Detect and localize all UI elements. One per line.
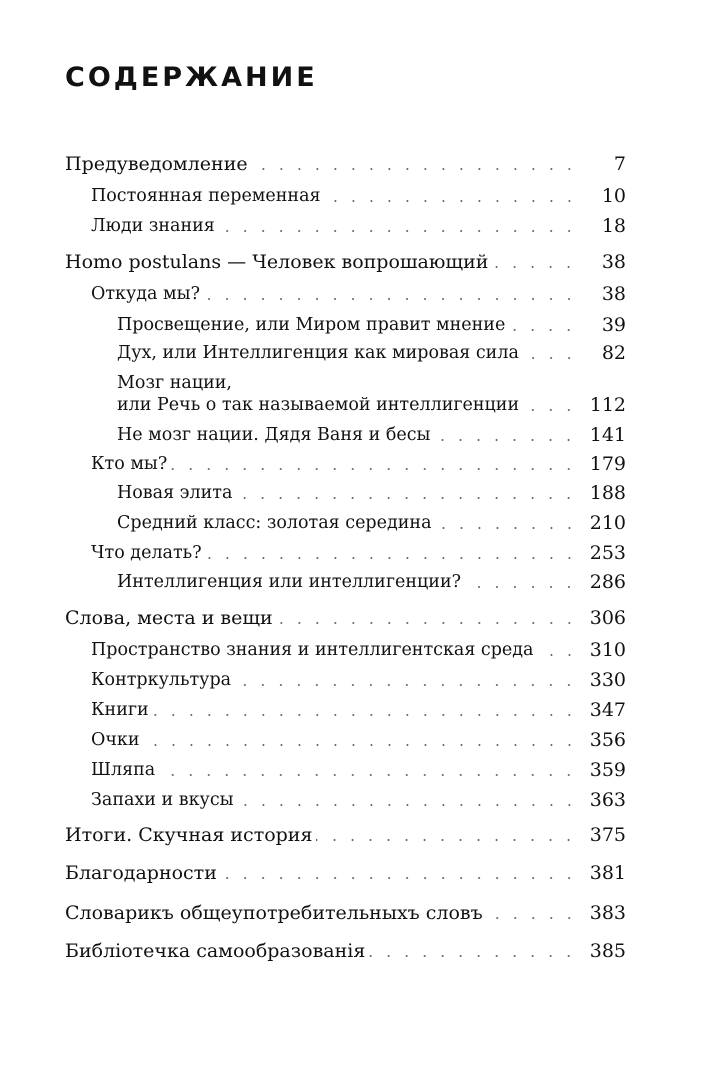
toc-entry-title: Итоги. Скучная история <box>65 824 313 846</box>
toc-entry-page: 38 <box>601 251 626 273</box>
toc-entry <box>91 185 626 207</box>
toc-entry-title: Постоянная переменная <box>91 186 321 206</box>
toc-entry <box>65 824 626 846</box>
dot-leader <box>538 654 579 656</box>
dot-leader <box>219 230 578 232</box>
toc-entry <box>65 153 626 175</box>
toc-entry-page: 112 <box>589 394 626 416</box>
toc-entry-page: 286 <box>589 571 626 593</box>
toc-entry-page: 306 <box>589 607 626 629</box>
toc-entry-title: Кто мы? <box>91 454 168 474</box>
toc-entry <box>91 699 626 721</box>
toc-entry-page: 356 <box>589 729 626 751</box>
toc-entry-page: 82 <box>601 342 626 364</box>
toc-entry <box>91 729 626 751</box>
toc-entry-title: Что делать? <box>91 543 202 563</box>
toc-entry-page: 179 <box>589 453 626 475</box>
toc-entry <box>117 372 626 416</box>
dot-leader <box>465 586 578 588</box>
dot-leader <box>159 774 578 776</box>
dot-leader <box>523 409 578 411</box>
dot-leader <box>238 804 578 806</box>
dot-leader <box>153 714 578 716</box>
toc-entry-title: Очки <box>91 730 140 750</box>
toc-entry <box>65 862 626 884</box>
toc-entry-title: Шляпа <box>91 760 156 780</box>
toc-entry-title: Запахи и вкусы <box>91 790 234 810</box>
toc-entry <box>65 607 626 629</box>
toc-entry-page: 385 <box>589 940 626 962</box>
dot-leader <box>369 955 578 957</box>
toc-entry-page: 253 <box>589 542 626 564</box>
toc-entry-title: Не мозг нации. Дядя Ваня и бесы <box>117 425 431 445</box>
dot-leader <box>206 557 578 559</box>
toc-entry-page: 38 <box>601 283 626 305</box>
toc-entry-page: 10 <box>601 185 626 207</box>
toc-entry <box>117 512 626 534</box>
toc-entry-page: 347 <box>589 699 626 721</box>
dot-leader <box>509 329 578 331</box>
toc-entry-title: Дух, или Интеллигенция как мировая сила <box>117 343 519 363</box>
toc-entry <box>91 639 626 661</box>
toc-entry-title: Библіотечка самообразованія <box>65 940 366 962</box>
dot-leader <box>523 357 578 359</box>
toc-entry-title: Средний класс: золотая середина <box>117 513 432 533</box>
toc-entry <box>117 424 626 446</box>
toc-entry <box>65 902 626 924</box>
toc-entry <box>117 482 626 504</box>
toc-entry-page: 381 <box>589 862 626 884</box>
toc-entry <box>65 940 626 962</box>
toc-entry-title: Интеллигенция или интеллигенции? <box>117 572 461 592</box>
toc-entry-page: 210 <box>589 512 626 534</box>
toc-entry-title: Homo postulans — Человек вопрошающий <box>65 251 489 273</box>
toc-entry-page: 7 <box>613 153 626 175</box>
toc-entry-title: Словарикъ общеупотребительныхъ словъ <box>65 902 483 924</box>
toc-entry <box>117 342 626 364</box>
toc-entry-title: Предуведомление <box>65 153 248 175</box>
toc-entry-page: 383 <box>589 902 626 924</box>
dot-leader <box>325 200 578 202</box>
toc-entry-title: Благодарности <box>65 862 217 884</box>
toc-entry-title: Мозг нации, или Речь о так называемой интеллигенции <box>117 373 520 415</box>
toc-entry-page: 363 <box>589 789 626 811</box>
toc-entry-title: Новая элита <box>117 483 233 503</box>
toc-entry-page: 141 <box>589 424 626 446</box>
toc-entry-title: Пространство знания и интеллигентская среда <box>91 640 534 660</box>
toc-entry-title: Контркультура <box>91 670 232 690</box>
page-title: СОДЕРЖАНИЕ <box>65 62 318 93</box>
toc-entry-page: 188 <box>589 482 626 504</box>
toc-entry <box>91 453 626 475</box>
dot-leader <box>171 468 578 470</box>
toc-entry-page: 18 <box>601 215 626 237</box>
toc-entry-title: Просвещение, или Миром правит мнение <box>117 315 506 335</box>
toc-entry-page: 310 <box>589 639 626 661</box>
toc-entry-title: Книги <box>91 700 149 720</box>
dot-leader <box>252 168 578 170</box>
toc-entry-title: Слова, места и вещи <box>65 607 273 629</box>
toc-entry <box>91 283 626 305</box>
dot-leader <box>204 298 578 300</box>
toc-entry <box>117 314 626 336</box>
dot-leader <box>236 497 578 499</box>
toc-entry <box>117 571 626 593</box>
dot-leader <box>277 622 578 624</box>
dot-leader <box>487 917 578 919</box>
toc-entry <box>91 669 626 691</box>
toc-entry <box>91 215 626 237</box>
toc-entry <box>91 759 626 781</box>
toc-entry-title: Откуда мы? <box>91 284 200 304</box>
dot-leader <box>492 266 578 268</box>
toc-entry <box>91 789 626 811</box>
toc-entry-page: 39 <box>601 314 626 336</box>
dot-leader <box>434 439 578 441</box>
toc-entry <box>91 542 626 564</box>
toc-entry-page: 330 <box>589 669 626 691</box>
dot-leader <box>316 839 578 841</box>
dot-leader <box>436 527 578 529</box>
dot-leader <box>144 744 578 746</box>
toc-entry-title: Люди знания <box>91 216 215 236</box>
dot-leader <box>221 877 578 879</box>
toc-entry-page: 375 <box>589 824 626 846</box>
dot-leader <box>235 684 578 686</box>
toc-entry <box>65 251 626 273</box>
toc-entry-page: 359 <box>589 759 626 781</box>
